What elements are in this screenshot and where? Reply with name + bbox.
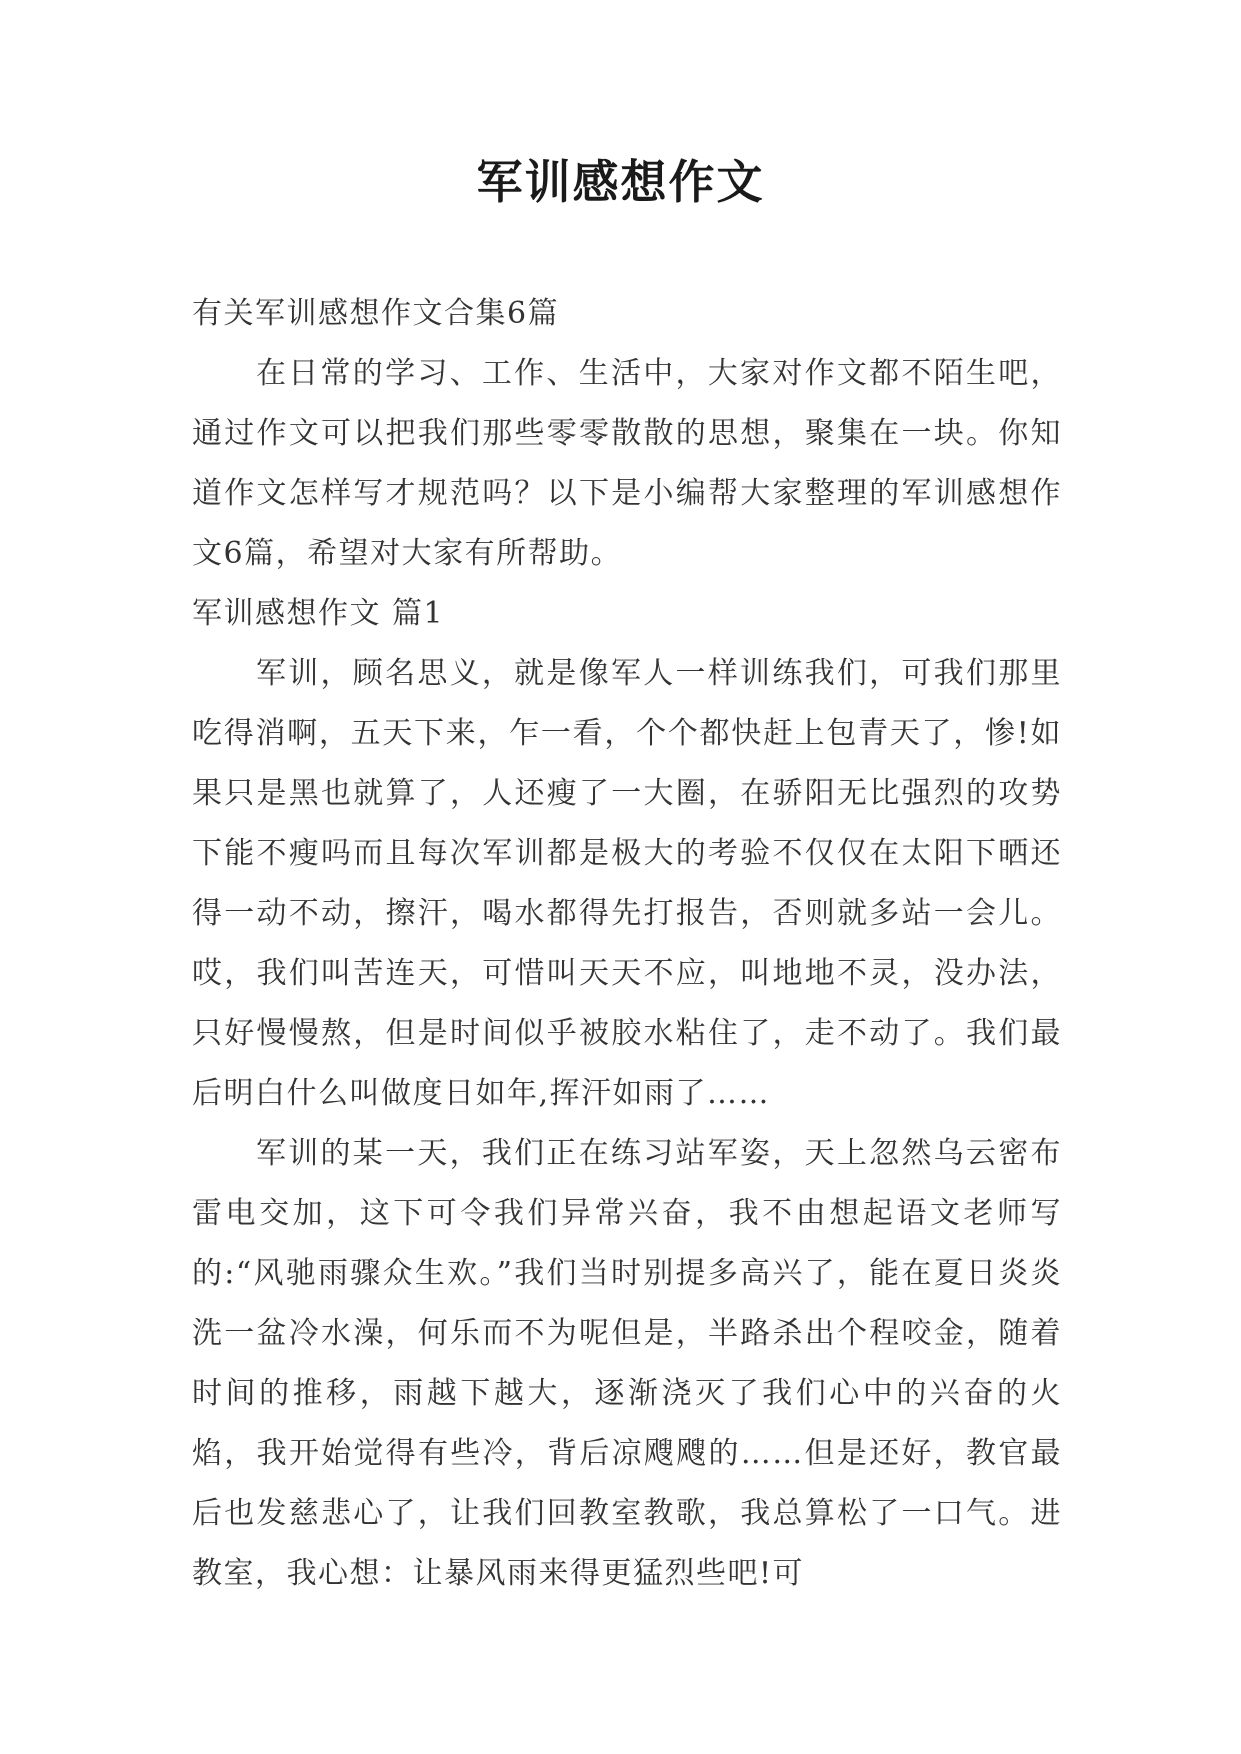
document-title: 军训感想作文 <box>476 155 765 209</box>
body-paragraph: 军训，顾名思义，就是像军人一样训练我们，可我们那里吃得消啊，五天下来，乍一看，个个都快赶上包青天了，惨!如果只是黑也就算了，人还瘦了一大圈，在骄阳无比强烈的攻势下能不瘦吗而且每次军训都是极大的考验不仅仅在太阳下晒还得一动不动，擦汗，喝水都得先打报告，否则就多站一会儿。哎，我们叫苦连天，可惜叫天天不应，叫地地不灵，没办法，只好慢慢熬，但是时间似乎被胶水粘住了，走不动了。我们最后明白什么叫做度日如年,挥汗如雨了…… <box>192 656 1062 1111</box>
intro-paragraph: 在日常的学习、工作、生活中，大家对作文都不陌生吧，通过作文可以把我们那些零零散散的思想，聚集在一块。你知道作文怎样写才规范吗？以下是小编帮大家整理的军训感想作文6篇，希望对大家有所帮助。 <box>192 356 1062 571</box>
collection-subtitle: 有关军训感想作文合集6篇 <box>192 296 560 331</box>
document-body <box>192 284 1062 1604</box>
body-paragraph: 军训的某一天，我们正在练习站军姿，天上忽然乌云密布雷电交加，这下可令我们异常兴奋，我不由想起语文老师写的:“风驰雨骤众生欢。”我们当时别提多高兴了，能在夏日炎炎洗一盆冷水澡，何乐而不为呢但是，半路杀出个程咬金，随着时间的推移，雨越下越大，逐渐浇灭了我们心中的兴奋的火焰，我开始觉得有些冷，背后凉飕飕的……但是还好，教官最后也发慈悲心了，让我们回教室教歌，我总算松了一口气。进教室，我心想：让暴风雨来得更猛烈些吧!可 <box>192 1136 1062 1591</box>
section-heading: 军训感想作文 篇1 <box>192 596 445 631</box>
